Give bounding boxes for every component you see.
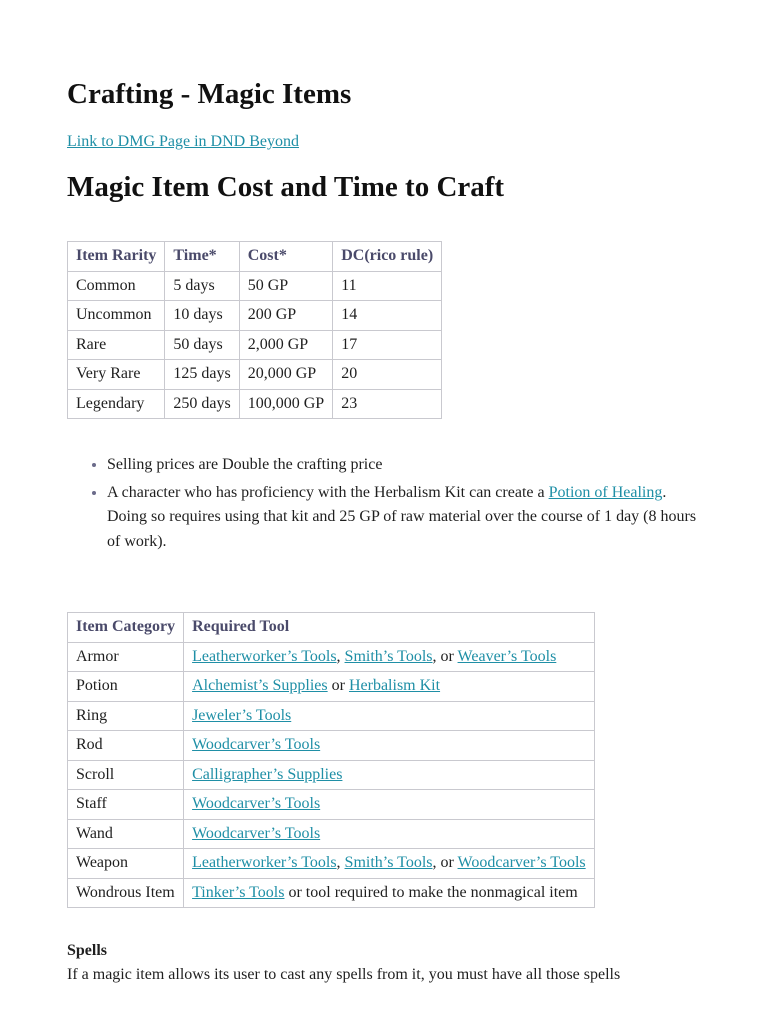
- table-row: [68, 301, 442, 331]
- tool-link[interactable]: Herbalism Kit: [348, 677, 441, 695]
- time-cell: 10 days: [165, 301, 239, 331]
- table-row: [68, 330, 442, 360]
- list-item: [107, 481, 707, 555]
- rarity-cell: Legendary: [68, 389, 165, 419]
- category-cell: Scroll: [68, 760, 184, 790]
- spells-text: If a magic item allows its user to cast any spells from it, you must have all those spells: [67, 966, 621, 983]
- tool-link[interactable]: Woodcarver’s Tools: [192, 795, 321, 813]
- time-cell: 125 days: [165, 360, 239, 390]
- tool-table: [67, 612, 595, 908]
- required-tool-cell: [184, 642, 595, 672]
- category-cell: Ring: [68, 701, 184, 731]
- tool-table-body: [68, 642, 595, 908]
- rarity-cell: Very Rare: [68, 360, 165, 390]
- tool-link[interactable]: Calligrapher’s Supplies: [192, 765, 343, 783]
- category-cell: Staff: [68, 790, 184, 820]
- rarity-table-header-row: [68, 242, 442, 272]
- tool-link[interactable]: Tinker’s Tools: [192, 883, 285, 901]
- required-tool-cell: [184, 849, 595, 879]
- spells-heading: Spells: [67, 942, 108, 959]
- cost-cell: 50 GP: [239, 271, 332, 301]
- category-cell: Wand: [68, 819, 184, 849]
- category-cell: Weapon: [68, 849, 184, 879]
- list-item: [107, 453, 707, 478]
- tool-link[interactable]: Woodcarver’s Tools: [457, 854, 586, 872]
- notes-list: [89, 453, 707, 557]
- table-row: [68, 389, 442, 419]
- tool-link[interactable]: Alchemist’s Supplies: [192, 677, 328, 695]
- table-row: [68, 672, 595, 702]
- rarity-header-cell: Item Rarity: [68, 242, 165, 272]
- cost-header-cell: Cost*: [239, 242, 332, 272]
- tool-link[interactable]: Leatherworker’s Tools: [192, 647, 337, 665]
- tool-separator-text: or tool required to make the nonmagical item: [284, 883, 578, 901]
- note-selling-price: Selling prices are Double the crafting price: [107, 456, 383, 473]
- note-herbalism-text: A character who has proficiency with the Herbalism Kit can create a: [107, 483, 549, 501]
- tool-separator-text: ,: [336, 854, 345, 872]
- required-tool-header-cell: Required Tool: [184, 613, 595, 643]
- time-cell: 5 days: [165, 271, 239, 301]
- required-tool-cell: [184, 790, 595, 820]
- table-row: [68, 360, 442, 390]
- tool-link[interactable]: Smith’s Tools: [344, 854, 433, 872]
- table-row: [68, 731, 595, 761]
- dc-cell: 20: [333, 360, 442, 390]
- tool-link[interactable]: Leatherworker’s Tools: [192, 854, 337, 872]
- dmg-link[interactable]: Link to DMG Page in DND Beyond: [67, 133, 299, 150]
- tool-link[interactable]: Smith’s Tools: [344, 647, 433, 665]
- tool-separator-text: , or: [432, 854, 458, 872]
- table-row: [68, 760, 595, 790]
- category-cell: Potion: [68, 672, 184, 702]
- tool-table-header-row: [68, 613, 595, 643]
- table-row: [68, 819, 595, 849]
- dc-cell: 23: [333, 389, 442, 419]
- required-tool-cell: [184, 760, 595, 790]
- cost-cell: 20,000 GP: [239, 360, 332, 390]
- potion-of-healing-link[interactable]: Potion of Healing: [548, 483, 663, 501]
- time-cell: 50 days: [165, 330, 239, 360]
- rarity-table: [67, 241, 442, 419]
- page-title: Crafting - Magic Items: [67, 78, 352, 110]
- dc-header-cell: DC(rico rule): [333, 242, 442, 272]
- table-row: [68, 271, 442, 301]
- category-cell: Wondrous Item: [68, 878, 184, 908]
- table-row: [68, 701, 595, 731]
- tool-link[interactable]: Woodcarver’s Tools: [192, 824, 321, 842]
- tool-link[interactable]: Weaver’s Tools: [457, 647, 557, 665]
- rarity-cell: Uncommon: [68, 301, 165, 331]
- note-herbalism-details: Doing so requires using that kit and 25 GP of raw material over the course of 1 day (8 hours of work).: [107, 508, 697, 550]
- dc-cell: 14: [333, 301, 442, 331]
- tool-separator-text: , or: [432, 647, 458, 665]
- required-tool-cell: [184, 731, 595, 761]
- required-tool-cell: [184, 672, 595, 702]
- category-header-cell: Item Category: [68, 613, 184, 643]
- required-tool-cell: [184, 819, 595, 849]
- cost-cell: 200 GP: [239, 301, 332, 331]
- tool-separator-text: or: [327, 677, 349, 695]
- note-herbalism-period: .: [662, 483, 667, 501]
- cost-cell: 2,000 GP: [239, 330, 332, 360]
- category-cell: Rod: [68, 731, 184, 761]
- table-row: [68, 878, 595, 908]
- cost-cell: 100,000 GP: [239, 389, 332, 419]
- time-cell: 250 days: [165, 389, 239, 419]
- dc-cell: 11: [333, 271, 442, 301]
- category-cell: Armor: [68, 642, 184, 672]
- time-header-cell: Time*: [165, 242, 239, 272]
- rarity-cell: Rare: [68, 330, 165, 360]
- dc-cell: 17: [333, 330, 442, 360]
- tool-link[interactable]: Jeweler’s Tools: [192, 706, 292, 724]
- required-tool-cell: [184, 701, 595, 731]
- required-tool-cell: [184, 878, 595, 908]
- table-row: [68, 790, 595, 820]
- tool-separator-text: ,: [336, 647, 345, 665]
- tool-link[interactable]: Woodcarver’s Tools: [192, 736, 321, 754]
- rarity-cell: Common: [68, 271, 165, 301]
- table-row: [68, 849, 595, 879]
- table-row: [68, 642, 595, 672]
- section-title: Magic Item Cost and Time to Craft: [67, 171, 505, 203]
